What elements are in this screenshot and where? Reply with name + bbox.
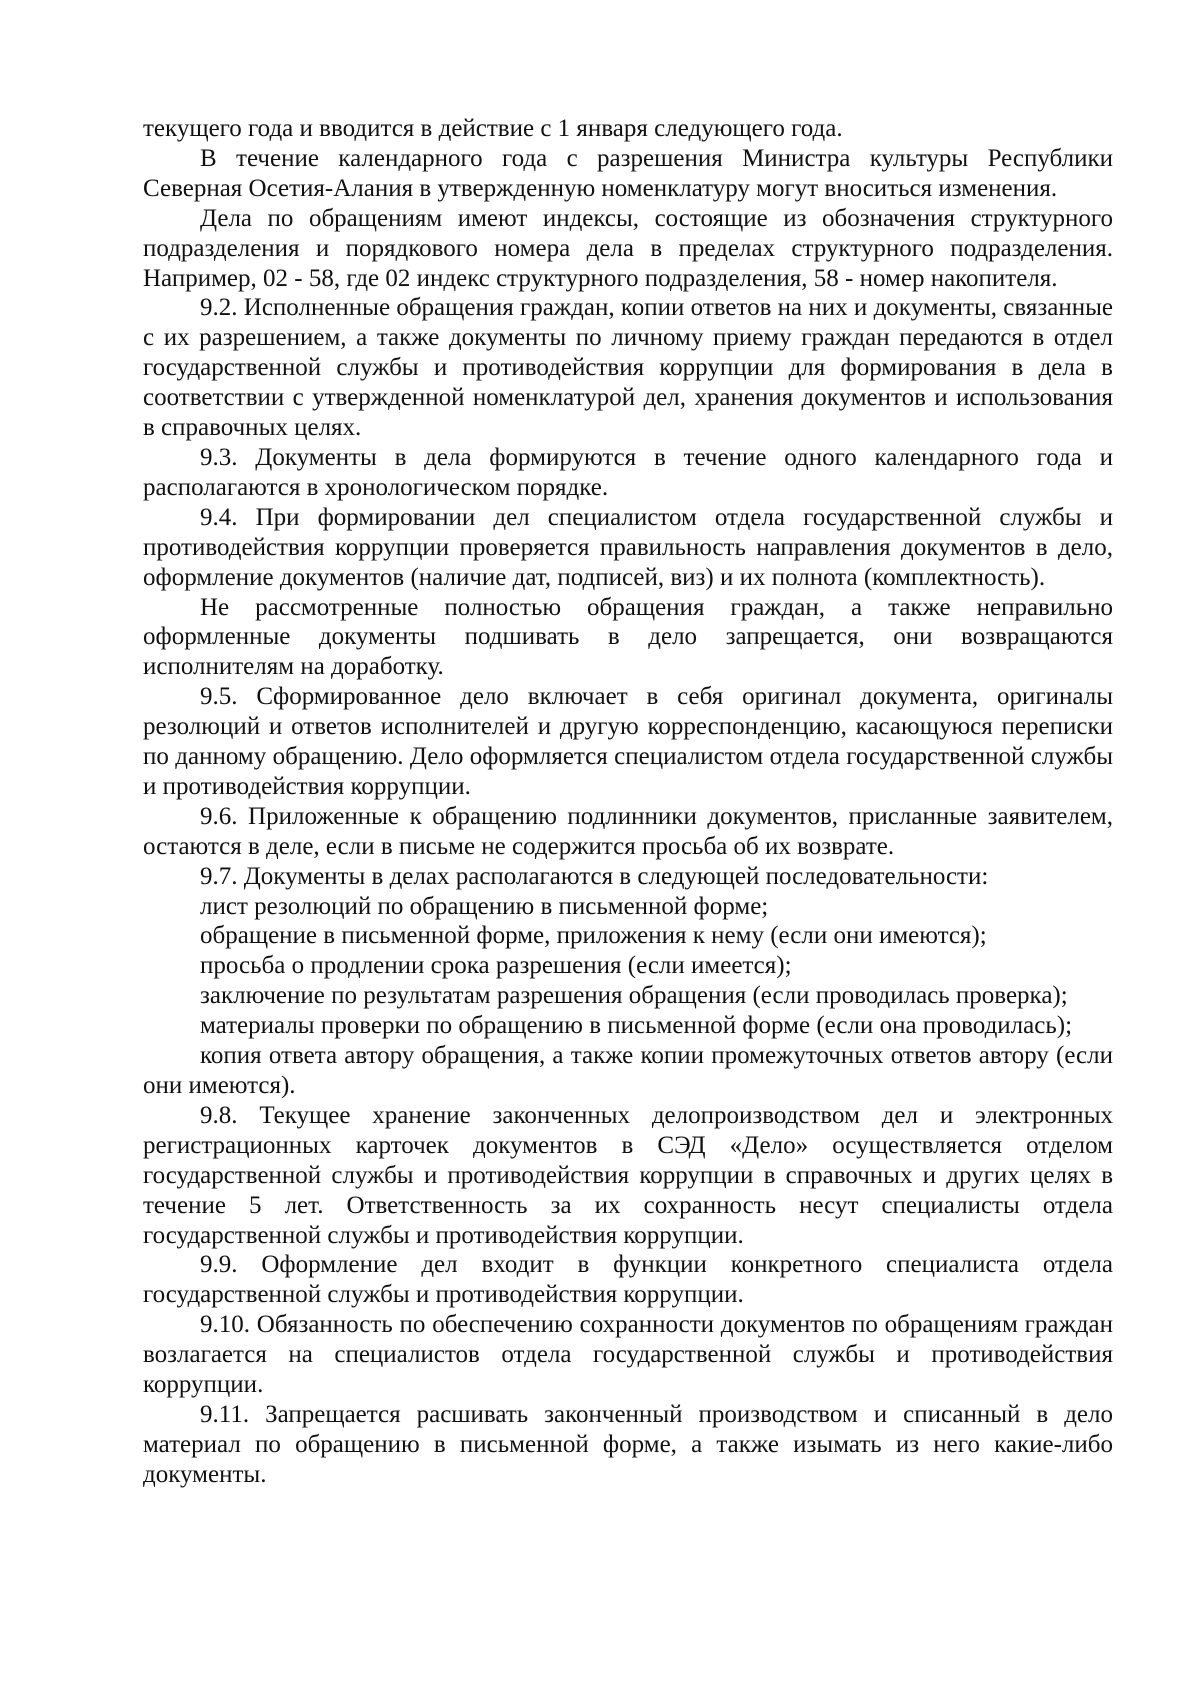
- document-page: [143, 114, 1113, 1490]
- paragraph-case-indexes: Дела по обращениям имеют индексы, состоящие из обозначения структурного подразделения и порядкового номера дела в пределах структурного подразделения. Например, 02 - 58, где 02 индекс структурного подразделения, 58 - номер накопителя.: [143, 204, 1113, 292]
- paragraph-section-9-11: 9.11. Запрещается расшивать законченный производством и списанный в дело материал по обращению в письменной форме, а также изымать из него какие-либо документы.: [143, 1400, 1113, 1488]
- list-item-conclusion: заключение по результатам разрешения обращения (если проводилась проверка);: [200, 982, 1068, 1010]
- list-item-extension-request: просьба о продлении срока разрешения (если имеется);: [200, 952, 792, 980]
- paragraph-section-9-10: 9.10. Обязанность по обеспечению сохранности документов по обращениям граждан возлагается на специалистов отдела государственной службы и противодействия коррупции.: [143, 1311, 1113, 1399]
- list-item-resolution-sheet: лист резолюций по обращению в письменной форме;: [200, 892, 769, 920]
- paragraph-section-9-3: 9.3. Документы в дела формируются в течение одного календарного года и располагаются в хронологическом порядке.: [143, 443, 1113, 501]
- list-item-written-appeal: обращение в письменной форме, приложения к нему (если они имеются);: [200, 922, 987, 950]
- paragraph-section-9-8: 9.8. Текущее хранение законченных делопроизводством дел и электронных регистрационных карточек документов в СЭД «Дело» осуществляется отделом государственной службы и противодействия коррупции в справочных и других целях в течение 5 лет. Ответственность за их сохранность несут специалисты отдела государственной службы и противодействия коррупции.: [143, 1101, 1113, 1249]
- paragraph-section-9-6: 9.6. Приложенные к обращению подлинники документов, присланные заявителем, остаются в деле, если в письме не содержится просьба об их возврате.: [143, 802, 1113, 860]
- paragraph-section-9-4: 9.4. При формировании дел специалистом отдела государственной службы и противодействия коррупции проверяется правильность направления документов в дело, оформление документов (наличие дат, подписей, виз) и их полнота (комплектность).: [143, 503, 1113, 591]
- paragraph-continuation: текущего года и вводится в действие с 1 января следующего года.: [143, 115, 843, 142]
- paragraph-section-9-9: 9.9. Оформление дел входит в функции конкретного специалиста отдела государственной службы и противодействия коррупции.: [143, 1251, 1113, 1309]
- paragraph-not-reviewed: Не рассмотренные полностью обращения граждан, а также неправильно оформленные документы подшивать в дело запрещается, они возвращаются исполнителям на доработку.: [143, 593, 1113, 681]
- paragraph-section-9-2: 9.2. Исполненные обращения граждан, копии ответов на них и документы, связанные с их разрешением, а также документы по личному приему граждан передаются в отдел государственной службы и противодействия коррупции для формирования в дела в соответствии с утвержденной номенклатурой дел, хранения документов и использования в справочных целях.: [143, 294, 1113, 442]
- paragraph-nomenclature-changes: В течение календарного года с разрешения Министра культуры Республики Северная Осетия-Алания в утвержденную номенклатуру могут вноситься изменения.: [143, 144, 1113, 202]
- list-item-inspection-materials: материалы проверки по обращению в письменной форме (если она проводилась);: [200, 1012, 1073, 1040]
- list-item-reply-copy: копия ответа автору обращения, а также копии промежуточных ответов автору (если они имеются).: [143, 1042, 1113, 1099]
- paragraph-section-9-5: 9.5. Сформированное дело включает в себя оригинал документа, оригиналы резолюций и ответов исполнителей и другую корреспонденцию, касающуюся переписки по данному обращению. Дело оформляется специалистом отдела государственной службы и противодействия коррупции.: [143, 683, 1113, 800]
- paragraph-section-9-7: 9.7. Документы в делах располагаются в следующей последовательности:: [200, 862, 989, 890]
